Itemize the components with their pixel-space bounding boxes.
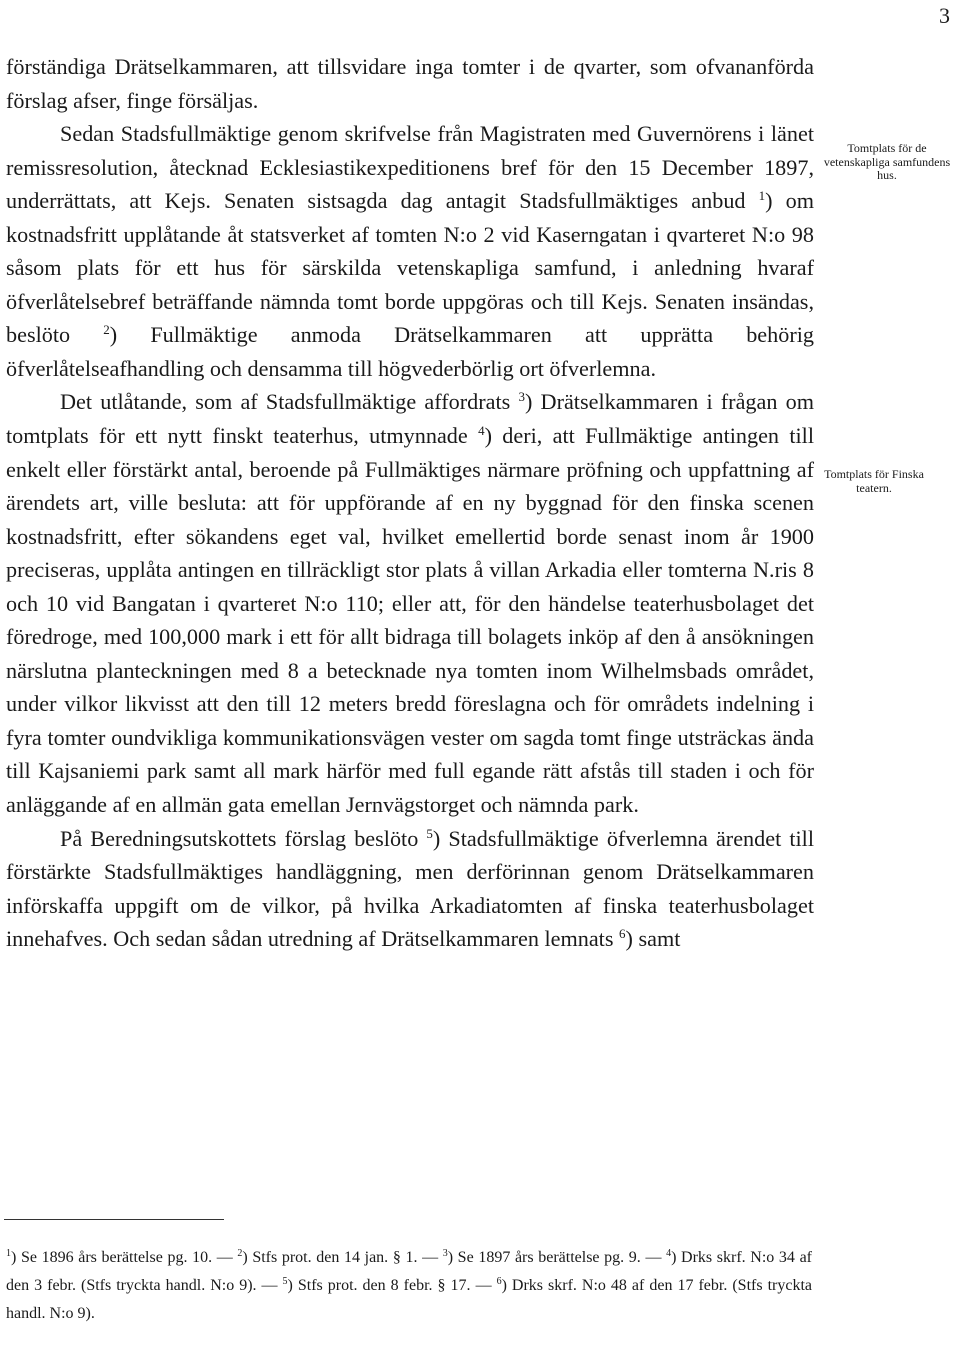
footnote-marker-3: 3 xyxy=(442,1248,448,1259)
paragraph-1-text: förständiga Drätselkammaren, att tillsvidare inga tomter i de qvarter, som ofvananförda förslag afser, finge försäljas. xyxy=(6,54,814,113)
footnotes xyxy=(6,1244,812,1328)
paragraph-3 xyxy=(6,385,814,821)
body-text xyxy=(6,50,814,956)
footnote-marker-5: 5 xyxy=(282,1276,288,1287)
paragraph-1 xyxy=(6,50,814,117)
paragraph-3-text-c: ) deri, att Fullmäktige antingen till enkelt eller förstärkt antal, beroende på Fullmäktiges närmare pröfning och uppfattning af ärendets art, ville besluta: att för uppförande af en ny byggnad för den finska scenen kostnadsfritt, efter sökandens eget val, hvilket emellertid borde senast inom år 1900 preciseras, upplåta antingen en tillräckligt stor plats å villan Arkadia eller tomterna N.ris 8 och 10 vid Bangatan i qvarteret N:o 110; eller att, för den händelse teaterhusbolaget det föredroge, med 100,000 mark i ett för allt bidraga till bolagets inköp af den å ansökningen närslutna planteckningen med 8 a betecknade nya tomten inom Wilhelmsbads området, under vilkor likvisst att den till 12 meters bredd föreslagna och för områdets indelning i fyra tomter oundvikliga kommunikationsvägen vester om sagda tomt finge utsträckas ända till Kajsaniemi park samt all mark härför med full egande rätt afstås till staden i och för anläggande af en allmän gata emellan Jernvägstorget och nämnda park. xyxy=(6,423,814,818)
footnote-2: ) Stfs prot. den 14 jan. § 1. — xyxy=(242,1249,443,1266)
footnote-ref-5: 5 xyxy=(426,825,433,841)
footnote-ref-2: 2 xyxy=(103,322,110,338)
footnote-ref-1: 1 xyxy=(758,188,766,204)
footnote-4: ) Drks skrf. N:o 34 af den 3 febr. (Stfs tryckta handl. N:o 9). — xyxy=(6,1249,813,1294)
paragraph-3-text-a: Det utlåtande, som af Stadsfullmäktige affordrats xyxy=(60,389,519,415)
paragraph-2-text-c: ) Fullmäktige anmoda Drätselkammaren att upprätta behörig öfverlåtelseafhandling och densamma till högvederbörlig ort öfverlemna. xyxy=(6,322,814,381)
footnote-divider xyxy=(4,1219,224,1220)
footnote-marker-6: 6 xyxy=(496,1276,502,1287)
paragraph-2-text-a: Sedan Stadsfullmäktige genom skrifvelse från Magistraten med Guvernörens i länet remissresolution, åtecknad Ecklesiastikexpeditionens bref för den 15 December 1897, underrättats, att Kejs. Senaten sistsagda dag antagit Stadsfullmäktiges anbud xyxy=(6,121,814,214)
footnote-text xyxy=(6,1244,812,1328)
margin-note-finnish-theatre: Tomtplats för Finska teatern. xyxy=(824,467,924,495)
footnote-marker-4: 4 xyxy=(666,1248,672,1259)
footnote-ref-4: 4 xyxy=(478,423,485,439)
paragraph-4-text-a: På Beredningsutskottets förslag beslöto xyxy=(60,825,427,851)
footnote-marker-2: 2 xyxy=(237,1248,243,1259)
footnote-6: ) Drks skrf. N:o 48 af den 17 febr. (Stfs tryckta handl. N:o 9). xyxy=(6,1277,813,1322)
footnote-5: ) Stfs prot. den 8 febr. § 17. — xyxy=(287,1277,497,1294)
paragraph-4-text-b: ) Stadsfullmäktige öfverlemna ärendet till förstärkte Stadsfullmäktiges handläggning, men derförinnan genom Drätselkammaren införskaffa uppgift om de vilkor, på hvilka Arkadiatomten af finska teaterhusbolaget innehafves. Och sedan sådan utredning af Drätselkammaren lemnats xyxy=(6,825,814,952)
footnote-1: ) Se 1896 års berättelse pg. 10. — xyxy=(11,1249,238,1266)
paragraph-2 xyxy=(6,117,814,385)
paragraph-4-text-c: ) samt xyxy=(625,926,681,952)
footnote-3: ) Se 1897 års berättelse pg. 9. — xyxy=(447,1249,667,1266)
page-number: 3 xyxy=(939,3,950,28)
paragraph-4 xyxy=(6,822,814,956)
paragraph-2-text-b: ) om kostnadsfritt upplåtande åt statsverket af tomten N:o 2 vid Kaserngatan i qvarteret N:o 98 såsom plats för ett hus för särskilda vetenskapliga samfund, i anledning hvaraf öfverlåtelsebref beträffande nämnda tomt borde uppgöras och till Kejs. Senaten insändas, beslöto xyxy=(6,188,814,348)
margin-note-science-societies: Tomtplats för de vetenskapliga samfundens hus. xyxy=(823,141,951,182)
footnote-ref-6: 6 xyxy=(619,926,626,942)
footnote-marker-1: 1 xyxy=(6,1248,11,1259)
paragraph-3-text-b: ) Drätselkammaren i frågan om tomtplats för ett nytt finskt teaterhus, utmynnade xyxy=(6,389,814,449)
footnote-ref-3: 3 xyxy=(518,389,525,405)
